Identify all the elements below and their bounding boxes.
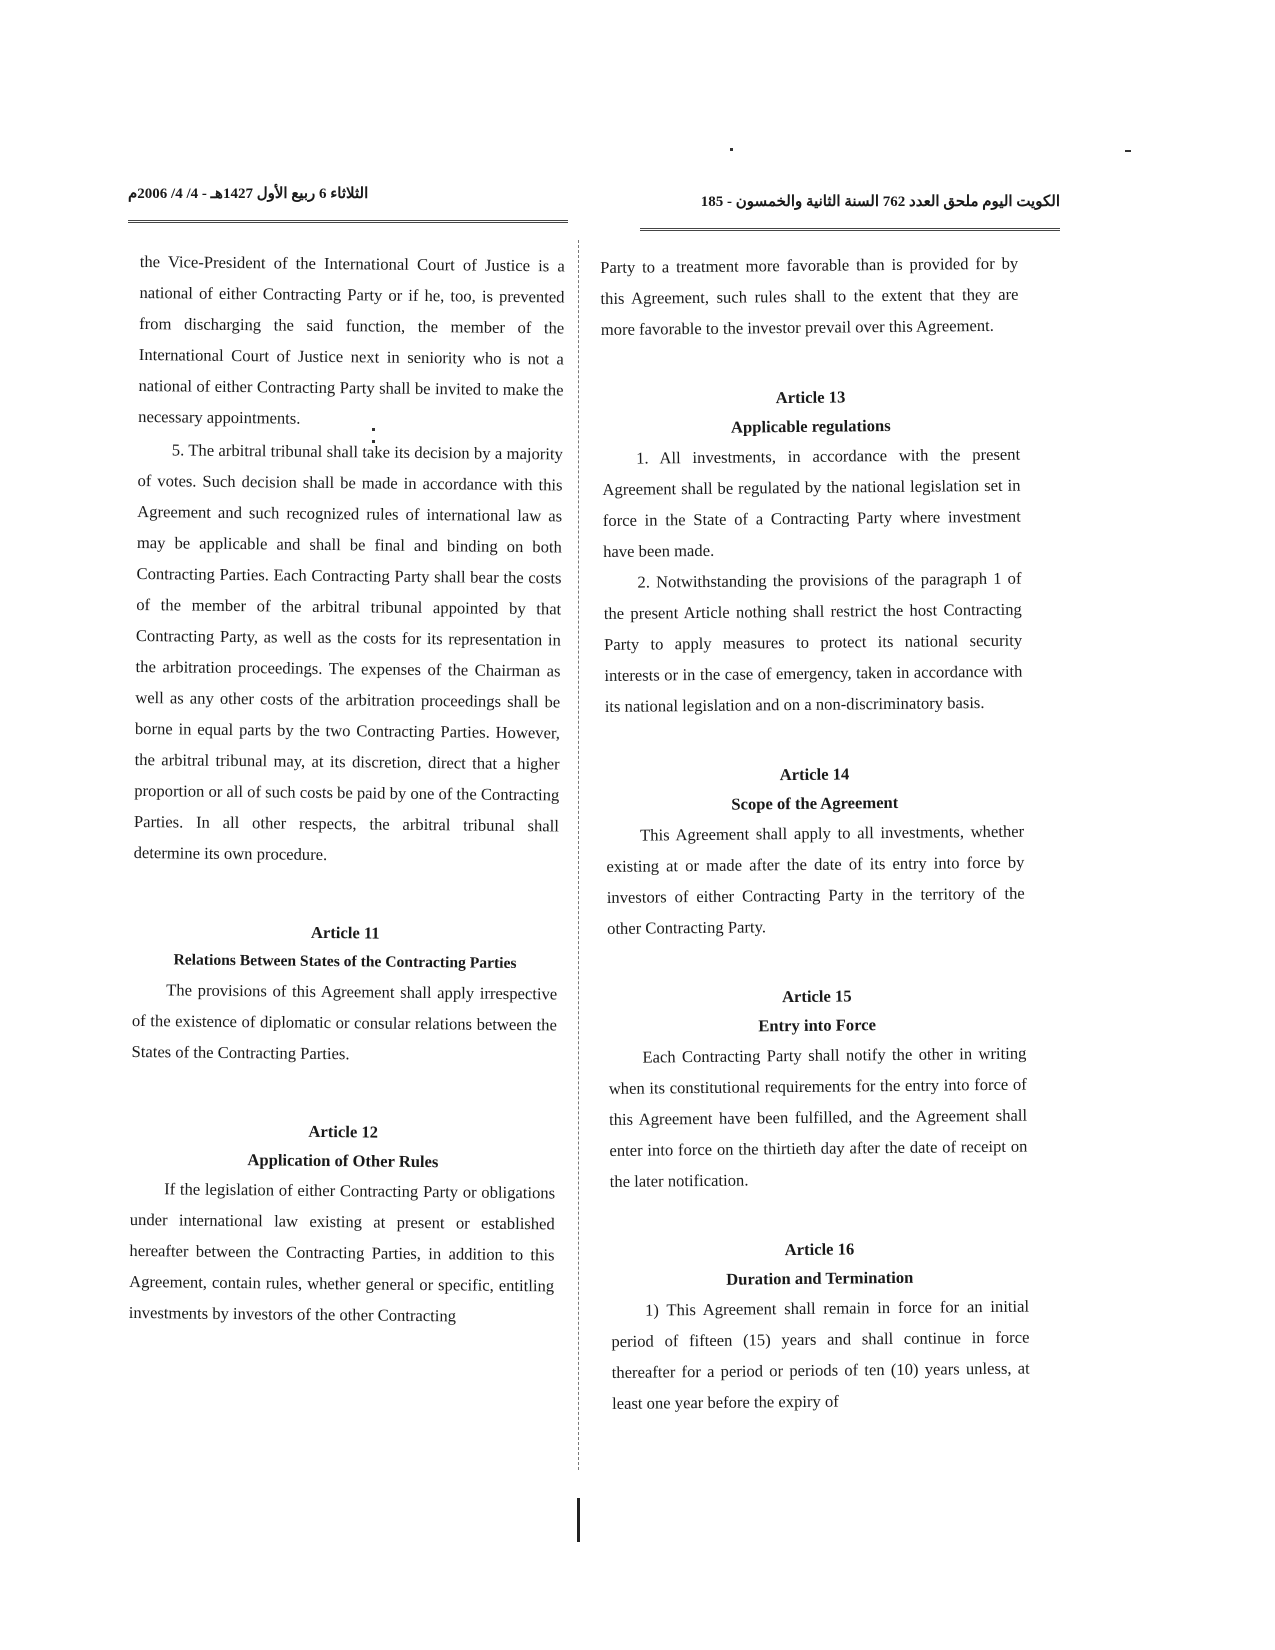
header-rule-left: [128, 220, 568, 223]
column-divider: [578, 240, 579, 1470]
paragraph-5: 5. The arbitral tribunal shall take its decision by a majority of votes. Such decision shall be made in accordance with this Agreement and such recognized rules of international law as may be applicable and shall be final and binding on both Contracting Parties. Each Contracting Party shall bear the costs of the member of the arbitral tribunal appointed by that Contracting Party, as well as the costs for its representation in the arbitration proceedings. The expenses of the Chairman as well as any other costs of the arbitration proceedings shall be borne in equal parts by the two Contracting Parties. However, the arbitral tribunal may, at its discretion, direct that a higher proportion or all of such costs be paid by one of the Contracting Parties. In all other respects, the arbitral tribunal shall determine its own procedure.: [133, 440, 563, 864]
header-gazette-arabic: الكويت اليوم ملحق العدد 762 السنة الثانية والخمسون - 185: [700, 194, 1060, 210]
article-14-title: Scope of the Agreement: [731, 792, 899, 814]
right-column: [600, 248, 1030, 1419]
article-15-body: Each Contracting Party shall notify the other in writing when its constitutional requirements for the entry into force of this Agreement have been fulfilled, and the Agreement shall enter into force on the thirtieth day after the date of receipt on the later notification.: [608, 1043, 1028, 1191]
article-11-number: Article 11: [310, 922, 380, 943]
article-15-number: Article 15: [781, 986, 852, 1007]
article-13-number: Article 13: [775, 387, 846, 408]
article-16-paragraph-1: 1) This Agreement shall remain in force for an initial period of fifteen (15) years and shall continue in force thereafter for a period or periods of ten (10) years unless, at least one year before the expiry of: [611, 1296, 1030, 1413]
article-13-title: Applicable regulations: [730, 415, 891, 437]
scan-speck: [1125, 150, 1131, 152]
continued-paragraph: Party to a treatment more favorable than is provided for by this Agreement, such rules shall to the extent that they are more favorable to the investor prevail over this Agreement.: [600, 253, 1019, 339]
article-11-title: Relations Between States of the Contracting Parties: [173, 951, 517, 972]
left-column: [129, 246, 565, 1332]
header-rule-right: [640, 228, 1060, 231]
article-11-body: The provisions of this Agreement shall apply irrespective of the existence of diplomatic or consular relations between the States of the Contracting Parties.: [131, 980, 558, 1064]
article-15-title: Entry into Force: [758, 1015, 877, 1036]
column-divider-bottom: [577, 1498, 580, 1542]
article-13-paragraph-1: 1. All investments, in accordance with the present Agreement shall be regulated by the national legislation set in force in the State of a Contracting Party where investment have been made.: [602, 444, 1021, 561]
header-date-arabic: الثلاثاء 6 ربيع الأول 1427هـ - 4/ 4/ 2006م: [128, 186, 369, 202]
article-14-number: Article 14: [779, 764, 850, 785]
continued-paragraph: the Vice-President of the International Court of Justice is a national of either Contracting Party or if he, too, is prevented from discharging the said function, the member of the International Court of Justice next in seniority who is not a national of either Contracting Party shall be invited to make the necessary appointments.: [138, 251, 565, 428]
article-16-title: Duration and Termination: [726, 1267, 914, 1289]
article-14-body: This Agreement shall apply to all investments, whether existing at or made after the date of its entry into force by investors of either Contracting Party in the territory of the other Contracting Party.: [606, 821, 1025, 938]
scan-speck: [730, 148, 733, 151]
article-12-title: Application of Other Rules: [247, 1150, 439, 1172]
article-13-paragraph-2: 2. Notwithstanding the provisions of the paragraph 1 of the present Article nothing shall restrict the host Contracting Party to apply measures to protect its national security interests or in the case of emergency, taken in accordance with its national legislation and on a non-discriminatory basis.: [603, 568, 1023, 716]
article-12-number: Article 12: [308, 1121, 379, 1142]
article-12-body: If the legislation of either Contracting Party or obligations under international law existing at present or established hereafter between the Contracting Parties, in addition to this Agreement, contain rules, whether general or specific, entitling investments by investors of the other Contracting: [128, 1179, 556, 1326]
article-16-number: Article 16: [784, 1239, 855, 1260]
